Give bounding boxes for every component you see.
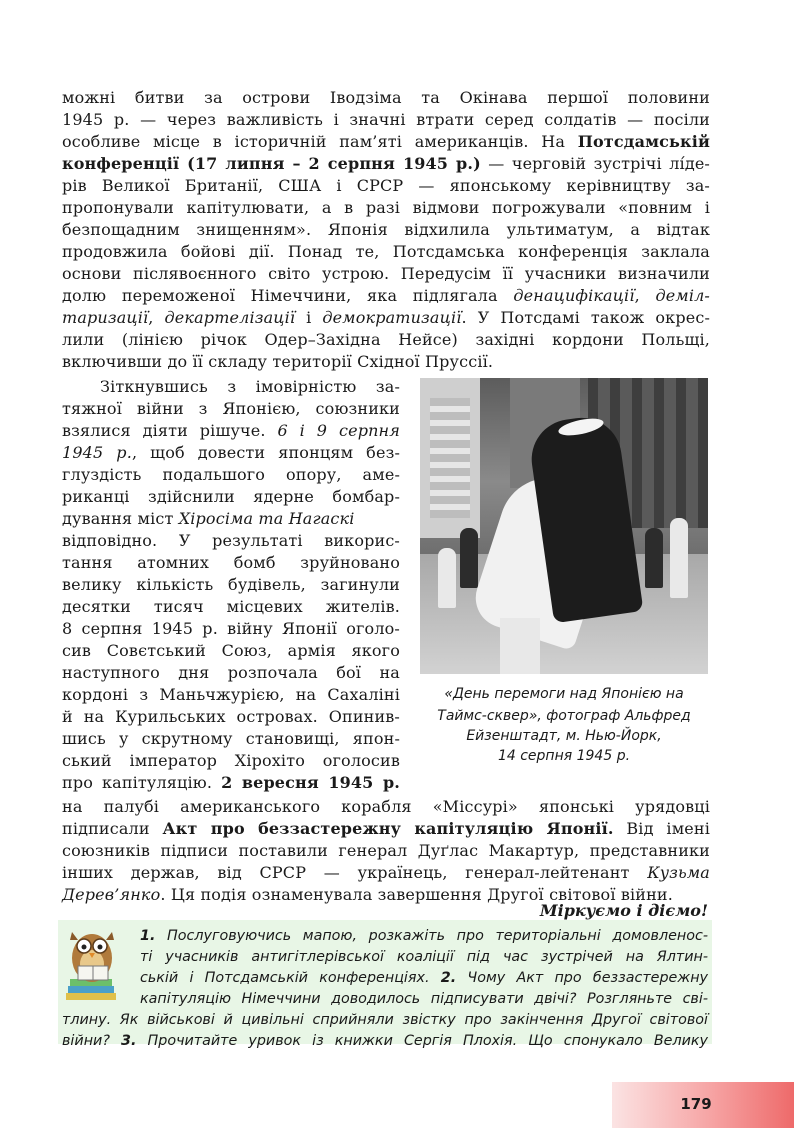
text-run: Послуговуючись мапою, розкажіть про територіальні домовленос-	[155, 928, 708, 944]
text-run: продовжила бойові дії. Понад те, Потсдамська конференція заклала	[62, 242, 710, 261]
text-run: конференції (17 липня – 2 серпня 1945 р.)	[62, 154, 481, 173]
text-line	[62, 153, 710, 175]
text-line	[62, 241, 710, 263]
text-run: 2 вересня 1945 р.	[221, 773, 401, 792]
text-run: Кузьма	[647, 863, 710, 882]
text-run: 1.	[140, 928, 156, 944]
text-run: пропонували капітулювати, а в разі відмови погрожували «повним і	[62, 198, 710, 217]
text-run: риканці здійснили ядерне бомбар-	[62, 487, 400, 506]
text-run: 1945 р.	[62, 443, 132, 462]
text-run: таризації	[62, 308, 149, 327]
text-line	[62, 351, 710, 373]
text-line	[62, 596, 400, 618]
text-line	[62, 508, 400, 530]
text-run: велику кількість будівель, загинули	[62, 575, 400, 594]
text-run: Потсдамській	[577, 132, 710, 151]
text-line	[62, 486, 400, 508]
text-run: особливе місце в історичній пам’яті американців. На	[62, 132, 578, 151]
text-line	[62, 197, 710, 219]
text-line	[62, 840, 710, 862]
text-line	[62, 87, 710, 109]
text-line	[62, 662, 400, 684]
text-run: капітуляцію Німеччини доводилось підписувати двічі? Розгляньте сві-	[140, 991, 708, 1007]
photo-caption-line: 14 серпня 1945 р.	[497, 748, 631, 764]
task-line	[140, 926, 708, 947]
text-line	[62, 109, 710, 131]
text-line	[62, 772, 400, 794]
text-line	[62, 750, 400, 772]
photo-caption-line: Ейзенштадт, м. Нью-Йорк,	[466, 728, 662, 744]
text-line	[62, 420, 400, 442]
text-run: Прочитайте уривок із книжки Сергія Плохія. Що спонукало Велику	[136, 1033, 708, 1049]
photo-caption-line: «День перемоги над Японією на	[444, 686, 684, 702]
text-run: і	[295, 308, 323, 327]
text-line	[62, 442, 400, 464]
text-run: ській і Потсдамській конференціях.	[140, 970, 441, 986]
text-run: тяжної війни з Японією, союзники	[62, 399, 400, 418]
text-run: ,	[148, 308, 165, 327]
text-run: 6 і 9 серпня	[277, 421, 400, 440]
text-run: й на Курильських островах. Опинив-	[62, 707, 400, 726]
text-run: тання атомних бомб зруйновано	[62, 553, 400, 572]
text-run: десятки тисяч місцевих жителів.	[62, 597, 400, 616]
text-line	[62, 706, 400, 728]
text-run: безпощадним знищенням». Японія відхилила ультиматум, а відтак	[62, 220, 710, 239]
text-run: наступного дня розпочала бої на	[62, 663, 400, 682]
text-run: шись у скрутному становищі, япон-	[62, 729, 400, 748]
text-run: підписали	[62, 819, 163, 838]
text-line	[62, 131, 710, 153]
text-run: Хіросіма та Нагаскі	[178, 509, 355, 528]
text-run: декартелізації	[164, 308, 296, 327]
text-run: денацифікації	[513, 286, 635, 305]
text-line	[62, 728, 400, 750]
text-line	[62, 862, 710, 884]
text-run: рів Великої Британії, США і СРСР — японському керівництву за-	[62, 176, 710, 195]
task-line	[140, 968, 708, 989]
text-run: на палубі американського корабля «Міссурі» японські урядовці	[62, 797, 710, 816]
text-run: Від імені	[613, 819, 710, 838]
text-run: лили (лінією річок Одер–Західна Нейсе) західні кордони Польщі,	[62, 330, 710, 349]
text-run: ,	[634, 286, 656, 305]
photo-caption-line: Таймс-сквер», фотограф Альфред	[437, 708, 691, 724]
text-run: сив Совєтський Союз, армія якого	[62, 641, 400, 660]
tasks-heading: Міркуємо і діємо!	[539, 901, 708, 920]
text-run: Чому Акт про беззастережну	[456, 970, 709, 986]
text-run: Акт про беззастережну капітуляцію Японії.	[162, 819, 614, 838]
text-run: Зіткнувшись з імовірністю за-	[100, 377, 400, 396]
text-line	[62, 398, 400, 420]
text-run: відповідно. У результаті викорис-	[62, 531, 400, 550]
text-run: Дерев’янко	[62, 885, 161, 904]
vj-day-photo	[420, 378, 708, 674]
text-line	[62, 175, 710, 197]
text-line	[62, 307, 710, 329]
text-run: 3.	[121, 1033, 137, 1049]
text-line	[62, 618, 400, 640]
text-line	[62, 574, 400, 596]
text-line	[62, 329, 710, 351]
text-run: включивши до її складу території Східної Пруссії.	[62, 352, 494, 371]
text-run: союзників підписи поставили генерал Дуґлас Макартур, представники	[62, 841, 710, 860]
text-run: тлину. Як військові й цивільні сприйняли звістку про закінчення Другої світової	[62, 1012, 708, 1028]
text-line	[62, 818, 710, 840]
text-line	[62, 552, 400, 574]
text-line	[62, 530, 400, 552]
text-run: . У Потсдамі також окрес-	[461, 308, 710, 327]
text-run: можні битви за острови Іводзіма та Окінава першої половини	[62, 88, 710, 107]
text-line	[62, 376, 400, 398]
text-run: війни?	[62, 1033, 122, 1049]
text-line	[62, 219, 710, 241]
text-run: 2.	[440, 970, 457, 986]
task-line	[140, 947, 708, 968]
text-line	[62, 285, 710, 307]
task-line	[62, 1010, 708, 1031]
text-run: глуздість подальшого опору, аме-	[62, 465, 400, 484]
text-line	[62, 263, 710, 285]
text-run: ський імператор Хірохіто оголосив	[62, 751, 400, 770]
page-number: 179	[680, 1095, 712, 1113]
text-run: долю переможеної Німеччини, яка підлягала	[62, 286, 514, 305]
text-run: 1945 р. — через важливість і значні втрати серед солдатів — посіли	[62, 110, 710, 129]
text-line	[62, 464, 400, 486]
text-run: кордоні з Маньчжурією, на Сахаліні	[62, 685, 400, 704]
text-run: ті учасників антигітлерівської коаліції під час зустрічей на Ялтин-	[140, 949, 708, 965]
text-run: , щоб довести японцям без-	[131, 443, 401, 462]
text-run: взялися діяти рішуче.	[62, 421, 278, 440]
text-line	[62, 796, 710, 818]
text-line	[62, 684, 400, 706]
text-line	[62, 640, 400, 662]
text-run: основи післявоєнного світо устрою. Передусім її учасники визначили	[62, 264, 710, 283]
text-run: демократизації	[322, 308, 462, 327]
text-run: деміл-	[655, 286, 710, 305]
text-run: — черговій зустрічі лíде-	[480, 154, 710, 173]
text-run: 8 серпня 1945 р. війну Японії оголо-	[62, 619, 400, 638]
owl-reading-icon	[62, 924, 130, 1004]
text-run: . Ця подія ознаменувала завершення Другої світової війни.	[160, 885, 673, 904]
text-run: дування міст	[62, 509, 179, 528]
text-run: про капітуляцію.	[62, 773, 222, 792]
task-line	[62, 1031, 708, 1052]
task-line	[140, 989, 708, 1010]
text-run: інших держав, від СРСР — українець, генерал-лейтенант	[62, 863, 648, 882]
